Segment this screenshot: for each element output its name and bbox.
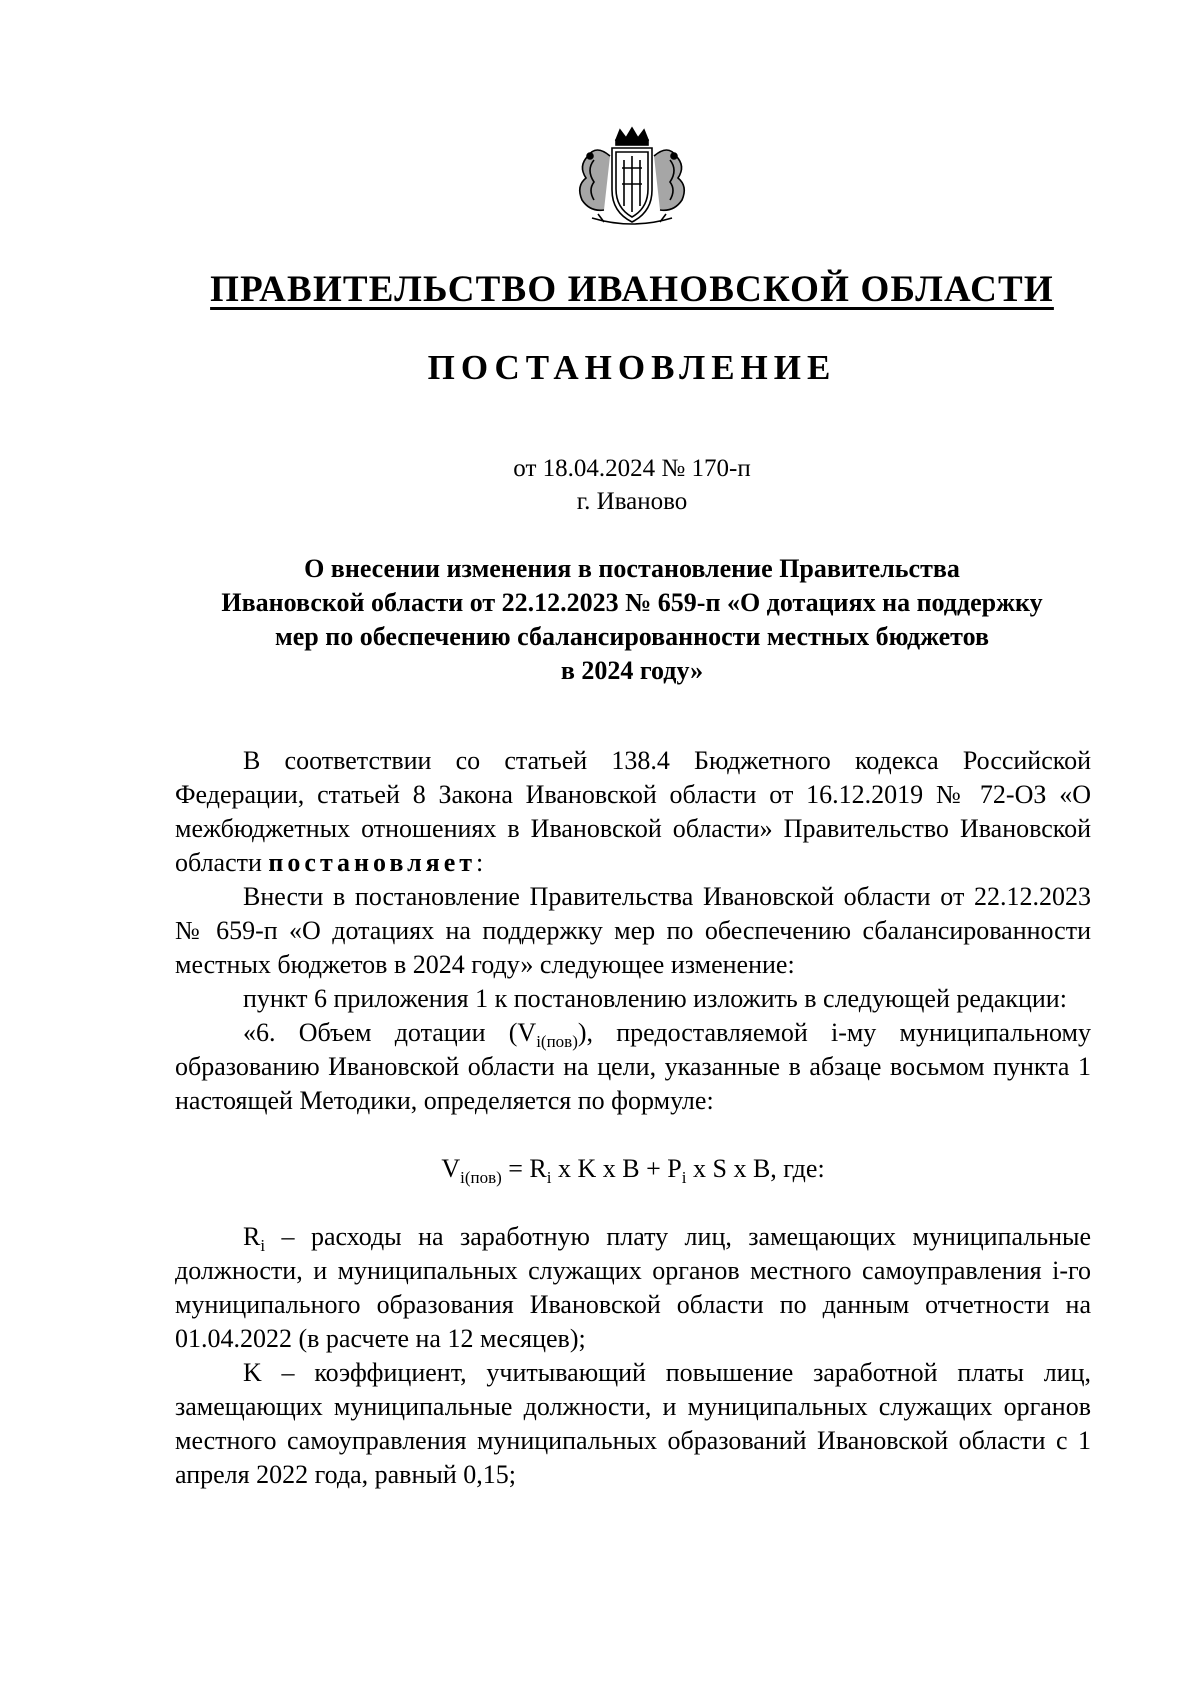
paragraph-preamble <box>175 744 1091 880</box>
subject-line-1: О внесении изменения в постановление Правительства <box>304 554 960 583</box>
paragraph-volume <box>175 1016 1091 1118</box>
paragraph-amendment: Внести в постановление Правительства Ивановской области от 22.12.2023 № 659-п «О дотациях на поддержку мер по обеспечению сбалансированности местных бюджетов в 2024 году» следующее изменение: <box>175 882 1091 979</box>
formula-r: = R <box>501 1154 547 1183</box>
formula-sub-1: i(пов) <box>460 1168 502 1188</box>
formula-sub-3: i <box>681 1168 687 1188</box>
formula-end: x S x B, где: <box>686 1154 825 1183</box>
volume-text-b: ), предоставляемой i-му муниципальному образованию Ивановской области на цели, указанные в абзаце восьмом пункта 1 настоящей Методики, определяется по формуле: <box>175 1018 1092 1115</box>
ri-symbol: R <box>243 1222 261 1251</box>
government-title-text: ПРАВИТЕЛЬСТВО ИВАНОВСКОЙ ОБЛАСТИ <box>210 269 1054 310</box>
volume-subscript: i(пов) <box>536 1032 578 1052</box>
formula <box>175 1152 1091 1186</box>
ivanovo-coat-of-arms-icon <box>568 126 696 230</box>
decree-word: постановляет <box>268 848 477 877</box>
ri-subscript: i <box>260 1236 266 1256</box>
subject-line-4: в 2024 году» <box>560 656 704 685</box>
subject-line-2: Ивановской области от 22.12.2023 № 659-п «О дотациях на поддержку <box>221 588 1043 617</box>
preamble-end: : <box>476 848 484 877</box>
date-number: от 18.04.2024 № 170-п <box>513 455 751 482</box>
paragraph-ri-definition <box>175 1220 1091 1356</box>
subject-line-3: мер по обеспечению сбалансированности местных бюджетов <box>275 622 989 651</box>
preamble-text: В соответствии со статьей 138.4 Бюджетного кодекса Российской Федерации, статьей 8 Закона Ивановской области от 16.12.2019 № 72-ОЗ «О межбюджетных отношениях в Ивановской области» Правительство Ивановской области <box>175 746 1091 877</box>
government-title <box>0 268 1200 311</box>
paragraph-clause: пункт 6 приложения 1 к постановлению изложить в следующей редакции: <box>243 984 1067 1013</box>
formula-v: V <box>441 1154 461 1183</box>
city: г. Иваново <box>576 488 688 515</box>
document-meta <box>0 452 1200 518</box>
paragraph-k-definition: K – коэффициент, учитывающий повышение заработной платы лиц, замещающих муниципальные должности, и муниципальных служащих органов местного самоуправления муниципальных образований Ивановской области с 1 апреля 2022 года, равный 0,15; <box>175 1358 1091 1489</box>
formula-kbp: x K x B + P <box>551 1154 682 1183</box>
document-body <box>175 744 1091 1492</box>
ri-text: – расходы на заработную плату лиц, замещающих муниципальные должности, и муниципальных служащих органов местного самоуправления i-го муниципального образования Ивановской области по данным отчетности на 01.04.2022 (в расчете на 12 месяцев); <box>175 1222 1091 1353</box>
volume-text-a: «6. Объем дотации (V <box>243 1018 537 1047</box>
document-subject <box>170 552 1094 688</box>
document-type: ПОСТАНОВЛЕНИЕ <box>427 348 837 387</box>
formula-sub-2: i <box>546 1168 552 1188</box>
